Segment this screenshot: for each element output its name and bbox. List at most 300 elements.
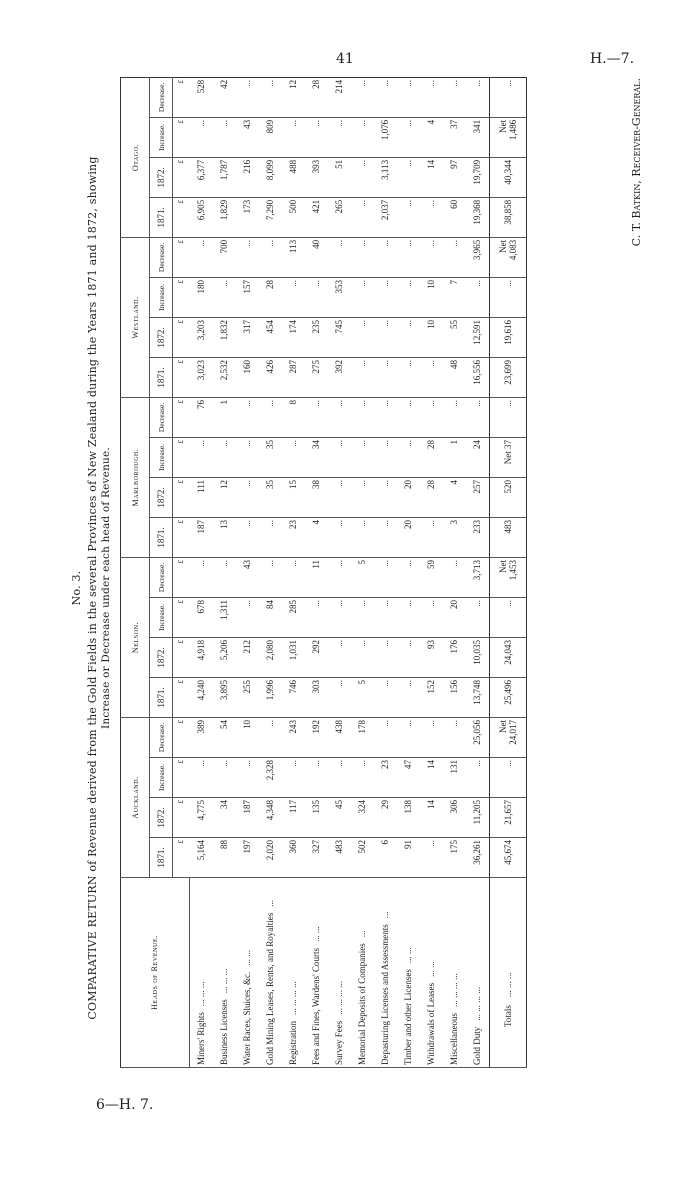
table-cell: 175: [443, 838, 466, 878]
table-cell: ...: [374, 437, 397, 477]
table-cell: 235: [305, 317, 328, 357]
leader-dots: ... ... ... ...: [472, 987, 482, 1021]
heads-of-revenue-header: Heads of Revenue.: [121, 878, 190, 1068]
table-cell: 438: [328, 717, 351, 757]
table-cell: ...: [236, 397, 259, 437]
table-row: [213, 77, 236, 1067]
table-cell: 43: [236, 117, 259, 157]
table-cell: 500: [282, 197, 305, 237]
table-cell: 43: [236, 557, 259, 597]
table-cell: 135: [305, 798, 328, 838]
table-cell: ...: [259, 717, 282, 757]
table-cell: ...: [351, 317, 374, 357]
table-cell: ...: [351, 597, 374, 637]
table-cell: 2,020: [259, 838, 282, 878]
table-cell: ...: [351, 637, 374, 677]
table-cell: 14: [420, 798, 443, 838]
table-cell: 13,748: [466, 677, 490, 717]
table-cell: 91: [397, 838, 420, 878]
table-cell: ...: [397, 277, 420, 317]
table-cell: 84: [259, 597, 282, 637]
table-row: [282, 77, 305, 1067]
table-cell: ...: [420, 197, 443, 237]
currency-mark: £: [173, 157, 190, 197]
table-cell: 285: [282, 597, 305, 637]
row-label: Water Races, Sluices, &c.: [242, 971, 252, 1065]
table-cell: 48: [443, 357, 466, 397]
table-cell: ...: [466, 77, 490, 117]
table-cell: ...: [397, 397, 420, 437]
table-cell: 1: [443, 437, 466, 477]
table-cell: 275: [305, 357, 328, 397]
table-row: [443, 77, 466, 1067]
return-title: COMPARATIVE RETURN of Revenue derived from the Gold Fields in the several Provinces of New Zealand during the Years 1871 and 1872, showing: [86, 156, 99, 1020]
table-cell: 4: [443, 477, 466, 517]
return-subtitle: Increase or Decrease under each head of Revenue.: [100, 447, 112, 729]
table-cell: 257: [466, 477, 490, 517]
table-cell: 3,203: [189, 317, 213, 357]
table-cell: 138: [397, 798, 420, 838]
table-cell: 3: [443, 517, 466, 557]
table-cell: ...: [374, 277, 397, 317]
column-label: Decrease.: [150, 237, 173, 277]
table-cell: 6: [374, 838, 397, 878]
table-cell: 19,368: [466, 197, 490, 237]
table-cell: ...: [213, 437, 236, 477]
table-cell: 97: [443, 157, 466, 197]
leader-dots: ... ...: [242, 950, 252, 966]
column-label: 1871.: [150, 357, 173, 397]
table-cell: ...: [328, 758, 351, 798]
table-cell: ...: [374, 517, 397, 557]
table-cell: ...: [374, 557, 397, 597]
rotated-return: [70, 68, 652, 1108]
row-label: Depasturing Licenses and Assessments: [380, 924, 390, 1065]
table-cell: ...: [328, 637, 351, 677]
table-cell: 8: [282, 397, 305, 437]
table-cell: 678: [189, 597, 213, 637]
currency-mark: £: [173, 717, 190, 757]
totals-cell: ...: [489, 597, 526, 637]
table-cell: ...: [236, 758, 259, 798]
table-cell: 214: [328, 77, 351, 117]
table-cell: 809: [259, 117, 282, 157]
table-cell: 327: [305, 838, 328, 878]
table-cell: 243: [282, 717, 305, 757]
table-cell: 152: [420, 677, 443, 717]
totals-cell: ...: [489, 277, 526, 317]
table-cell: ...: [351, 157, 374, 197]
table-cell: 176: [443, 637, 466, 677]
table-cell: ...: [397, 157, 420, 197]
table-cell: ...: [443, 717, 466, 757]
table-cell: 528: [189, 77, 213, 117]
table-cell: 15: [282, 477, 305, 517]
row-label: Gold Mining Leases, Rents, and Royalties: [265, 912, 275, 1065]
leader-dots: ... ... ...: [196, 981, 206, 1007]
table-cell: ...: [328, 117, 351, 157]
table-cell: 29: [374, 798, 397, 838]
column-label: Decrease.: [150, 77, 173, 117]
table-cell: ...: [213, 277, 236, 317]
table-cell: ...: [420, 517, 443, 557]
table-cell: 1,832: [213, 317, 236, 357]
table-cell: 178: [351, 717, 374, 757]
province-header: Otago.: [121, 77, 150, 237]
table-cell: 12: [282, 77, 305, 117]
table-cell: 173: [236, 197, 259, 237]
table-cell: 54: [213, 717, 236, 757]
table-cell: ...: [236, 77, 259, 117]
table-cell: 4,918: [189, 637, 213, 677]
currency-mark: £: [173, 517, 190, 557]
table-cell: 5: [351, 557, 374, 597]
table-cell: ...: [236, 517, 259, 557]
totals-cell: 21,657: [489, 798, 526, 838]
table-cell: 216: [236, 157, 259, 197]
table-cell: 360: [282, 838, 305, 878]
table-cell: 2,532: [213, 357, 236, 397]
table-cell: 1,996: [259, 677, 282, 717]
table-row: [420, 77, 443, 1067]
table-cell: 40: [305, 237, 328, 277]
table-cell: ...: [328, 557, 351, 597]
table-cell: ...: [420, 77, 443, 117]
table-cell: 34: [305, 437, 328, 477]
table-cell: 6,905: [189, 197, 213, 237]
column-label: 1872.: [150, 798, 173, 838]
totals-cell: 19,616: [489, 317, 526, 357]
table-cell: 157: [236, 277, 259, 317]
table-cell: 47: [397, 758, 420, 798]
table-cell: 180: [189, 277, 213, 317]
currency-mark: £: [173, 477, 190, 517]
table-cell: ...: [351, 77, 374, 117]
totals-cell: 25,496: [489, 677, 526, 717]
table-cell: 3,113: [374, 157, 397, 197]
table-cell: ...: [351, 357, 374, 397]
leader-dots: ... ... ...: [502, 972, 513, 998]
table-cell: 2,037: [374, 197, 397, 237]
table-cell: ...: [305, 117, 328, 157]
page-number: 41: [336, 51, 354, 67]
province-header: Westland.: [121, 237, 150, 397]
leader-dots: ... ...: [311, 926, 321, 943]
totals-row: [489, 77, 526, 1067]
table-row: [374, 77, 397, 1067]
column-label: 1871.: [150, 517, 173, 557]
table-cell: 3,713: [466, 557, 490, 597]
table-cell: 13: [213, 517, 236, 557]
table-cell: ...: [236, 237, 259, 277]
table-row: [259, 77, 282, 1067]
currency-mark: £: [173, 637, 190, 677]
table-row: [328, 77, 351, 1067]
table-cell: ...: [259, 397, 282, 437]
column-label: 1871.: [150, 838, 173, 878]
table-cell: 488: [282, 157, 305, 197]
table-cell: 14: [420, 157, 443, 197]
table-cell: ...: [328, 597, 351, 637]
column-label: Increase.: [150, 597, 173, 637]
leader-dots: ... ... ... ...: [334, 981, 344, 1015]
currency-mark: £: [173, 277, 190, 317]
table-cell: 4,348: [259, 798, 282, 838]
table-cell: ...: [236, 437, 259, 477]
table-cell: 117: [282, 798, 305, 838]
table-cell: ...: [351, 758, 374, 798]
table-cell: ...: [189, 237, 213, 277]
table-cell: 5,206: [213, 637, 236, 677]
table-cell: ...: [420, 397, 443, 437]
table-cell: 55: [443, 317, 466, 357]
table-cell: 389: [189, 717, 213, 757]
table-cell: 1,829: [213, 197, 236, 237]
table-cell: ...: [351, 277, 374, 317]
table-cell: 76: [189, 397, 213, 437]
table-cell: ...: [397, 197, 420, 237]
province-header: Marlborough.: [121, 397, 150, 557]
table-row: [466, 77, 490, 1067]
signature: C. T. Batkin, Receiver-General.: [630, 78, 643, 247]
totals-cell: 38,858: [489, 197, 526, 237]
table-cell: ...: [351, 117, 374, 157]
currency-mark: £: [173, 197, 190, 237]
table-cell: ...: [305, 758, 328, 798]
currency-mark: £: [173, 77, 190, 117]
totals-cell: 23,699: [489, 357, 526, 397]
row-label: Gold Duty: [472, 1026, 482, 1065]
table-cell: 28: [420, 437, 443, 477]
totals-cell: 520: [489, 477, 526, 517]
table-cell: 35: [259, 437, 282, 477]
table-cell: 35: [259, 477, 282, 517]
totals-cell: ...: [489, 77, 526, 117]
table-cell: 317: [236, 317, 259, 357]
column-label: Increase.: [150, 758, 173, 798]
column-label: 1871.: [150, 677, 173, 717]
table-cell: 303: [305, 677, 328, 717]
table-cell: ...: [420, 237, 443, 277]
totals-cell: 24,043: [489, 637, 526, 677]
currency-mark: £: [173, 357, 190, 397]
province-header: Nelson.: [121, 557, 150, 717]
table-cell: ...: [328, 237, 351, 277]
table-cell: 5: [351, 677, 374, 717]
totals-cell: ...: [489, 397, 526, 437]
table-cell: 51: [328, 157, 351, 197]
table-cell: ...: [189, 437, 213, 477]
table-cell: 156: [443, 677, 466, 717]
table-cell: 20: [397, 477, 420, 517]
column-label: 1872.: [150, 477, 173, 517]
table-cell: 5,164: [189, 838, 213, 878]
table-cell: 421: [305, 197, 328, 237]
table-cell: 20: [443, 597, 466, 637]
leader-dots: ... ... ...: [219, 968, 229, 994]
revenue-table: [120, 77, 527, 1068]
table-cell: 1,031: [282, 637, 305, 677]
table-cell: 4: [305, 517, 328, 557]
table-cell: 10: [420, 277, 443, 317]
currency-mark: £: [173, 117, 190, 157]
currency-mark: £: [173, 798, 190, 838]
totals-cell: Net 37: [489, 437, 526, 477]
table-cell: 28: [305, 77, 328, 117]
table-cell: 192: [305, 717, 328, 757]
column-label: Decrease.: [150, 717, 173, 757]
table-cell: 23: [374, 758, 397, 798]
table-cell: ...: [397, 357, 420, 397]
table-cell: 36,261: [466, 838, 490, 878]
table-cell: 60: [443, 197, 466, 237]
table-cell: 28: [420, 477, 443, 517]
table-cell: ...: [397, 557, 420, 597]
table-cell: ...: [259, 557, 282, 597]
currency-mark: £: [173, 758, 190, 798]
table-cell: ...: [466, 758, 490, 798]
table-cell: ...: [328, 477, 351, 517]
table-cell: 341: [466, 117, 490, 157]
table-cell: 700: [213, 237, 236, 277]
table-cell: 7: [443, 277, 466, 317]
totals-cell: 483: [489, 517, 526, 557]
table-cell: ...: [189, 117, 213, 157]
table-cell: ...: [443, 557, 466, 597]
table-cell: ...: [351, 477, 374, 517]
currency-mark: £: [173, 557, 190, 597]
row-label: Timber and other Licenses: [403, 969, 413, 1065]
table-cell: 111: [189, 477, 213, 517]
table-cell: 746: [282, 677, 305, 717]
table-cell: 745: [328, 317, 351, 357]
table-cell: ...: [351, 237, 374, 277]
table-cell: ...: [351, 437, 374, 477]
table-cell: 12,591: [466, 317, 490, 357]
table-cell: ...: [282, 557, 305, 597]
table-cell: 8,099: [259, 157, 282, 197]
table-cell: 113: [282, 237, 305, 277]
table-cell: 38: [305, 477, 328, 517]
table-cell: ...: [466, 397, 490, 437]
table-cell: 1: [213, 397, 236, 437]
table-cell: 14: [420, 758, 443, 798]
table-row: [397, 77, 420, 1067]
table-cell: 393: [305, 157, 328, 197]
table-cell: 28: [259, 277, 282, 317]
table-cell: 306: [443, 798, 466, 838]
table-cell: 1,311: [213, 597, 236, 637]
table-cell: ...: [351, 517, 374, 557]
table-cell: ...: [420, 838, 443, 878]
table-cell: 10: [236, 717, 259, 757]
table-cell: ...: [397, 237, 420, 277]
return-number: No. 3.: [70, 570, 83, 606]
table-cell: 483: [328, 838, 351, 878]
table-cell: ...: [443, 237, 466, 277]
currency-mark: £: [173, 597, 190, 637]
table-cell: ...: [213, 758, 236, 798]
totals-cell: ...: [489, 758, 526, 798]
table-cell: ...: [374, 717, 397, 757]
table-cell: 6,377: [189, 157, 213, 197]
table-cell: ...: [374, 637, 397, 677]
table-cell: ...: [305, 277, 328, 317]
table-cell: 45: [328, 798, 351, 838]
currency-mark: £: [173, 237, 190, 277]
table-cell: ...: [443, 77, 466, 117]
table-cell: 3,965: [466, 237, 490, 277]
table-cell: 174: [282, 317, 305, 357]
totals-cell: Net 1,486: [489, 117, 526, 157]
table-cell: ...: [282, 437, 305, 477]
table-cell: 10,035: [466, 637, 490, 677]
table-row: [236, 77, 259, 1067]
row-label: Withdrawals of Leases: [426, 982, 436, 1065]
table-cell: ...: [213, 117, 236, 157]
table-cell: 187: [189, 517, 213, 557]
leader-dots: ... ... ... ...: [449, 973, 459, 1007]
table-cell: 37: [443, 117, 466, 157]
column-label: Increase.: [150, 117, 173, 157]
table-row: [305, 77, 328, 1067]
table-cell: ...: [282, 117, 305, 157]
table-cell: 25,056: [466, 717, 490, 757]
currency-mark: £: [173, 677, 190, 717]
table-cell: 23: [282, 517, 305, 557]
currency-mark: £: [173, 397, 190, 437]
table-cell: 11,205: [466, 798, 490, 838]
leader-dots: ... ... ... ...: [288, 981, 298, 1015]
table-cell: 1,787: [213, 157, 236, 197]
table-cell: 12: [213, 477, 236, 517]
table-cell: ...: [282, 758, 305, 798]
table-cell: ...: [259, 237, 282, 277]
table-row: [351, 77, 374, 1067]
table-cell: ...: [397, 117, 420, 157]
table-cell: 131: [443, 758, 466, 798]
table-cell: 233: [466, 517, 490, 557]
table-cell: ...: [374, 397, 397, 437]
row-label: Miscellaneous: [449, 1013, 459, 1065]
table-cell: ...: [397, 317, 420, 357]
table-cell: ...: [328, 677, 351, 717]
row-label: Registration: [288, 1021, 298, 1065]
table-cell: ...: [374, 317, 397, 357]
table-cell: 160: [236, 357, 259, 397]
table-cell: 16,556: [466, 357, 490, 397]
table-cell: 324: [351, 798, 374, 838]
table-cell: 392: [328, 357, 351, 397]
table-cell: 19,709: [466, 157, 490, 197]
table-cell: ...: [282, 277, 305, 317]
table-cell: 88: [213, 838, 236, 878]
currency-mark: £: [173, 317, 190, 357]
totals-cell: Net 1,453: [489, 557, 526, 597]
totals-label: Totals: [502, 1005, 513, 1027]
table-cell: 7,290: [259, 197, 282, 237]
table-cell: 255: [236, 677, 259, 717]
totals-cell: 45,674: [489, 838, 526, 878]
table-cell: 11: [305, 557, 328, 597]
table-cell: ...: [397, 637, 420, 677]
table-cell: ...: [328, 397, 351, 437]
table-cell: 197: [236, 838, 259, 878]
table-cell: ...: [466, 277, 490, 317]
table-cell: 59: [420, 557, 443, 597]
table-cell: ...: [305, 597, 328, 637]
table-cell: ...: [374, 237, 397, 277]
